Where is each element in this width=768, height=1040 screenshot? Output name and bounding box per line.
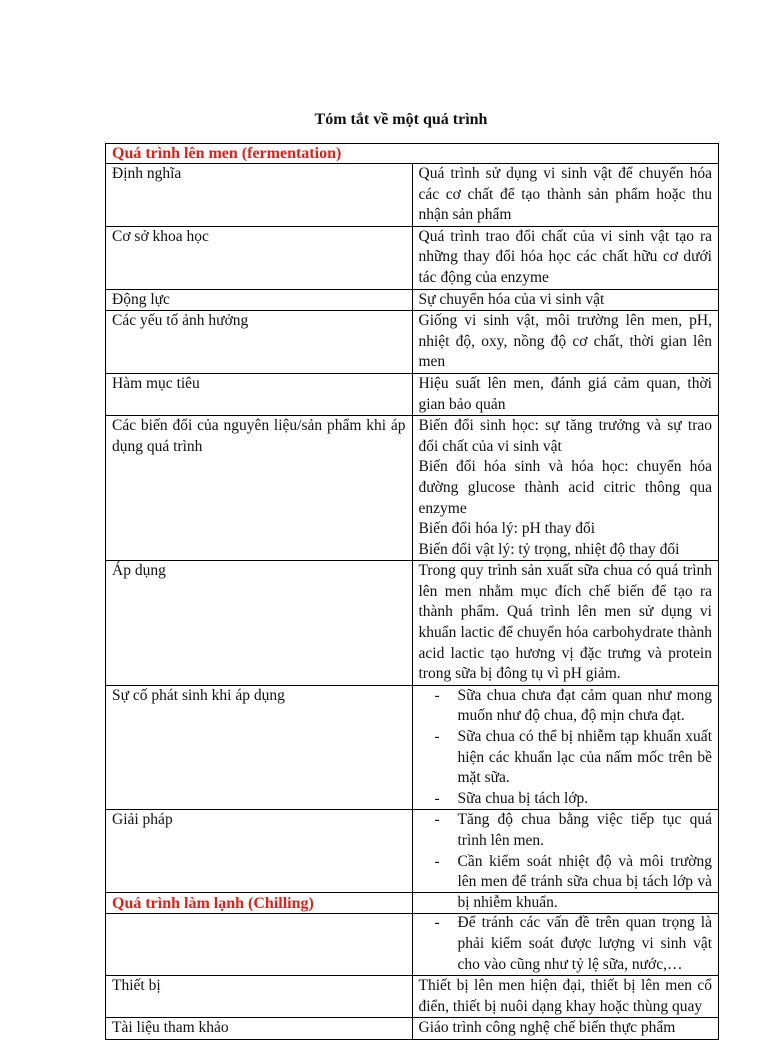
dash-bullet: -: [434, 686, 440, 704]
chilling-heading: Quá trình làm lạnh (Chilling): [106, 893, 719, 914]
list-item: [419, 727, 713, 789]
row-value-changes: [412, 416, 719, 561]
list-item: [419, 686, 713, 727]
table-row-changes: [106, 416, 719, 561]
list-item: [419, 913, 713, 975]
table-row-definition: [106, 164, 719, 227]
table-row-application: [106, 561, 719, 686]
change-line-biological: Biến đổi sinh học: sự tăng trưởng và sự trao đổi chất của vi sinh vật: [418, 417, 712, 455]
table-row-scientific-basis: [106, 226, 719, 289]
row-label-changes: Các biến đổi của nguyên liệu/sản phẩm khi áp dụng quá trình: [106, 416, 413, 561]
solution-text: Cần kiểm soát nhiệt độ và môi trường lên men để tránh sữa chua bị tách lớp và bị nhiễm khuẩn.: [457, 852, 712, 911]
table-row-references: [106, 1018, 719, 1040]
list-item: [419, 810, 713, 851]
dash-bullet: -: [434, 811, 440, 829]
row-value-incidents: [412, 685, 719, 810]
row-label-solutions: Giải pháp: [106, 810, 413, 976]
row-value-definition: Quá trình sử dụng vi sinh vật để chuyển hóa các cơ chất để tạo thành sản phẩm hoặc thu nhận sản phẩm: [412, 164, 719, 227]
row-value-references: Giáo trình công nghệ chế biến thực phẩm: [412, 1018, 719, 1040]
page-title: Tóm tắt về một quá trình: [314, 111, 488, 128]
row-label-objective: Hàm mục tiêu: [106, 373, 413, 415]
row-label-factors: Các yếu tố ảnh hưởng: [106, 311, 413, 374]
row-value-scientific-basis: Quá trình trao đổi chất của vi sinh vật tạo ra những thay đổi hóa học các chất hữu cơ dưới tác động của enzyme: [412, 226, 719, 289]
incident-text: Sữa chua có thể bị nhiễm tạp khuẩn xuất hiện các khuẩn lạc của nấm mốc trên bề mặt sữa.: [457, 728, 712, 787]
solution-text: Để tránh các vấn đề trên quan trọng là phải kiểm soát được lượng vi sinh vật cho vào cũng như tỷ lệ sữa, nước,…: [457, 914, 712, 973]
table-header-row: [106, 144, 719, 164]
dash-bullet: -: [434, 789, 440, 807]
fermentation-heading: Quá trình lên men (fermentation): [106, 144, 719, 164]
row-value-driving-force: Sự chuyển hóa của vi sinh vật: [412, 289, 719, 311]
table-row-objective: [106, 373, 719, 415]
row-label-application: Áp dụng: [106, 561, 413, 686]
row-label-definition: Định nghĩa: [106, 164, 413, 227]
row-value-objective: Hiệu suất lên men, đánh giá cảm quan, thời gian bảo quản: [412, 373, 719, 415]
change-line-physical: Biến đổi vật lý: tỷ trọng, nhiệt độ thay đổi: [418, 540, 680, 558]
row-value-equipment: Thiết bị lên men hiện đại, thiết bị lên men cổ điển, thiết bị nuôi dạng khay hoặc thùng quay: [412, 976, 719, 1018]
row-value-application: Trong quy trình sản xuất sữa chua có quá trình lên men nhằm mục đích chế biến để tạo ra thành phẩm. Quá trình lên men sử dụng vi khuẩn lactic để chuyển hóa carbohydrate thành acid lactic tạo hương vị đặc trưng và protein trong sữa bị đông tụ vì pH giảm.: [412, 561, 719, 686]
row-label-incidents: Sự cố phát sinh khi áp dụng: [106, 685, 413, 810]
incident-text: Sữa chua chưa đạt cảm quan như mong muốn như độ chua, độ mịn chưa đạt.: [457, 686, 712, 725]
row-value-factors: Giống vi sinh vật, môi trường lên men, pH, nhiệt độ, oxy, nồng độ cơ chất, thời gian lên men: [412, 311, 719, 374]
row-label-equipment: Thiết bị: [106, 976, 413, 1018]
table-row-factors: [106, 311, 719, 374]
change-line-biochemical: Biến đổi hóa sinh và hóa học: chuyển hóa đường glucose thành acid citric thông qua enzyme: [418, 458, 712, 517]
row-label-driving-force: Động lực: [106, 289, 413, 311]
table-row-incidents: [106, 685, 719, 810]
dash-bullet: -: [434, 728, 440, 746]
chilling-table: [105, 892, 719, 914]
change-line-physicochemical: Biến đổi hóa lý: pH thay đổi: [418, 520, 596, 538]
dash-bullet: -: [434, 852, 440, 870]
table-row-driving-force: [106, 289, 719, 311]
incident-text: Sữa chua bị tách lớp.: [457, 789, 589, 807]
dash-bullet: -: [434, 914, 440, 932]
list-item: [419, 789, 713, 810]
row-label-scientific-basis: Cơ sở khoa học: [106, 226, 413, 289]
table-header-row: [106, 893, 719, 914]
solution-text: Tăng độ chua bằng việc tiếp tục quá trình lên men.: [457, 811, 712, 849]
table-row-equipment: [106, 976, 719, 1018]
row-label-references: Tài liệu tham khảo: [106, 1018, 413, 1040]
incident-list: [419, 686, 713, 810]
